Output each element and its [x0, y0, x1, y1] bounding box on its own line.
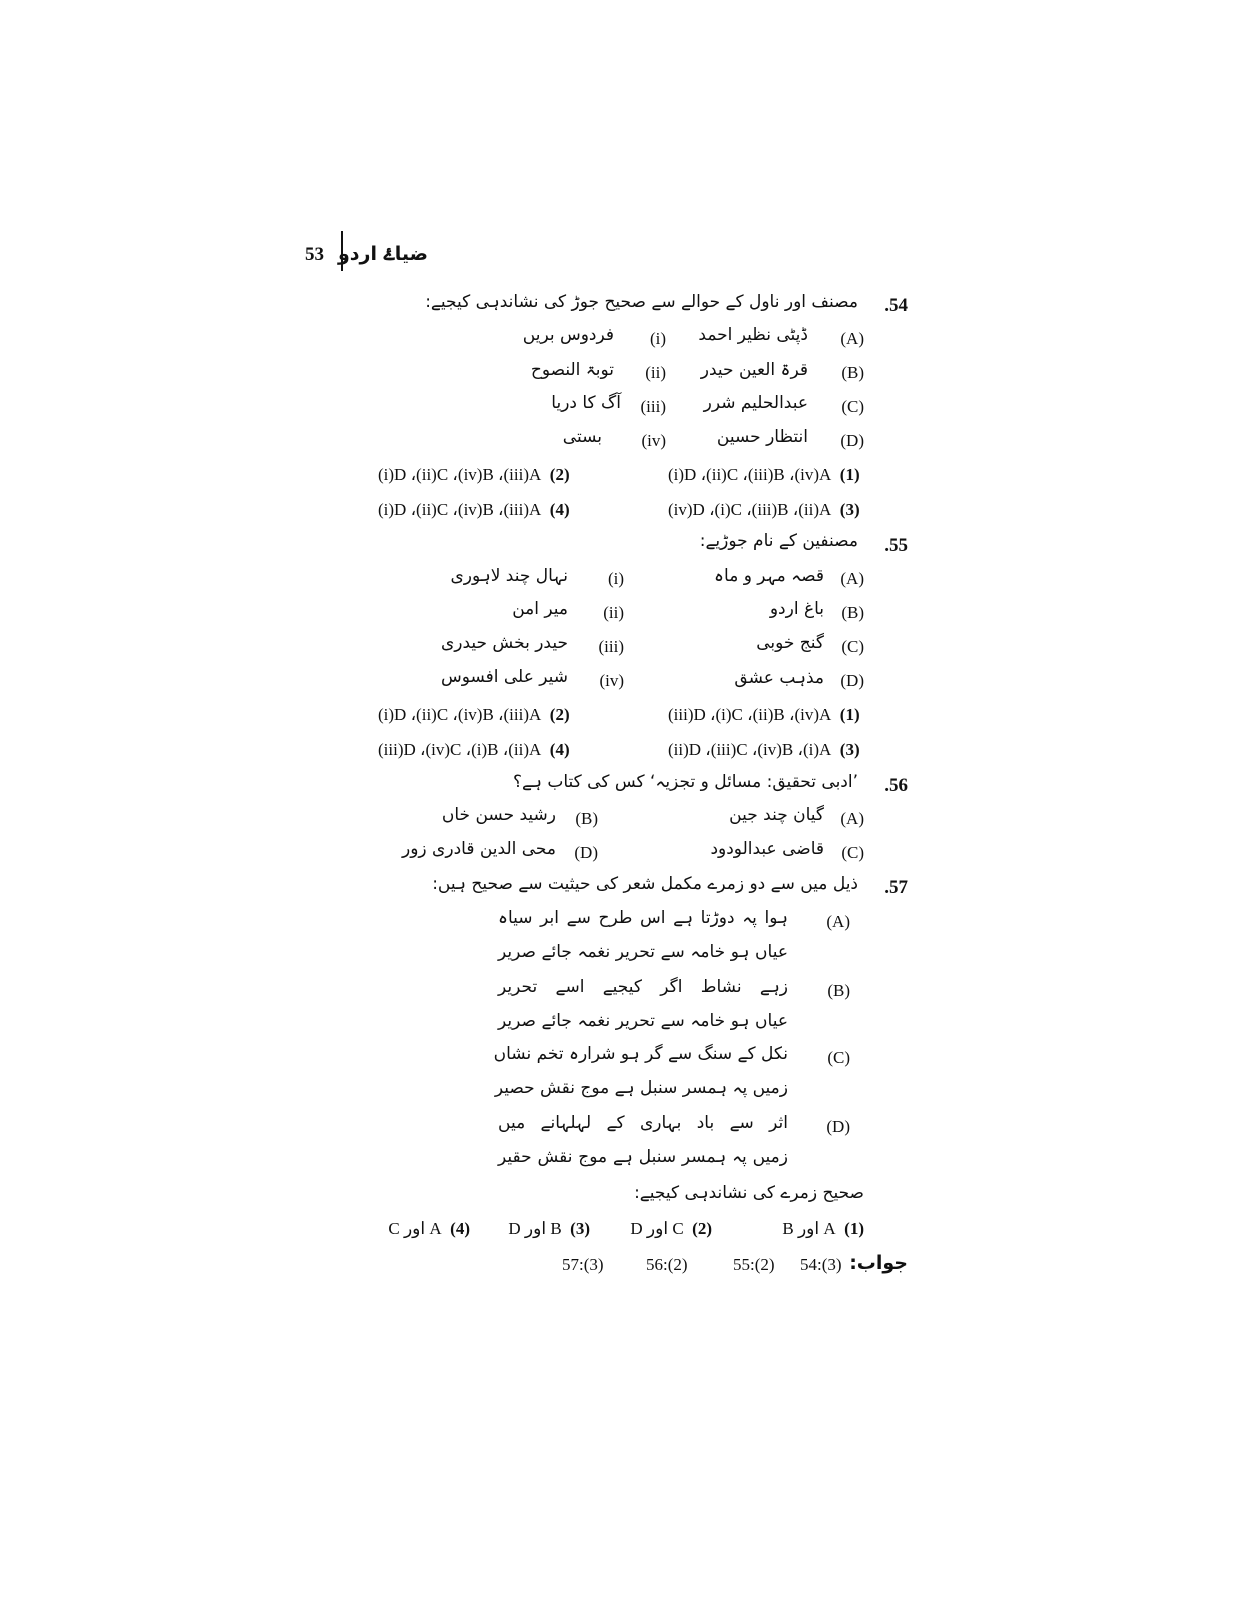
q55-option-3[interactable]: (ii)D ،(iii)C ،(iv)B ،(i)A (3) [668, 740, 860, 759]
q57-option-2[interactable]: (2) C اور D [630, 1219, 712, 1238]
q56-choice-label: (B) [575, 809, 598, 828]
q54-option-4[interactable]: (i)D ،(ii)C ،(iv)B ،(iii)A (4) [378, 500, 570, 519]
q55-left-label: (D) [840, 671, 864, 690]
q57-verse-line: عیاں ہو خامہ سے تحریر نغمہ جائے صریر [498, 942, 788, 962]
q56-choice-a[interactable]: گیان چند جین [729, 805, 824, 825]
q54-left-item: عبدالحلیم شرر [703, 393, 808, 413]
q57-verse-line: زہے نشاط اگر کیجیے اسے تحریر [498, 977, 788, 997]
question-54-text: مصنف اور ناول کے حوالے سے صحیح جوڑ کی نشاندہی کیجیے: [425, 292, 858, 312]
q55-left-label: (A) [840, 569, 864, 588]
q54-right-item: آگ کا دریا [551, 393, 621, 413]
q56-choice-label: (D) [574, 843, 598, 862]
q55-right-item: شیر علی افسوس [440, 667, 568, 687]
q54-right-label: (i) [649, 329, 666, 348]
q56-choice-label: (A) [840, 809, 864, 828]
q55-option-2[interactable]: (i)D ،(ii)C ،(iv)B ،(iii)A (2) [378, 705, 570, 724]
q57-verse-label: (A) [826, 912, 850, 931]
answer-54: 54:(3) [800, 1255, 842, 1274]
q55-right-label: (i) [607, 569, 624, 588]
question-57-text: ذیل میں سے دو زمرے مکمل شعر کی حیثیت سے صحیح ہیں: [432, 874, 858, 894]
answer-57: 57:(3) [562, 1255, 604, 1274]
q54-option-3[interactable]: (iv)D ،(i)C ،(iii)B ،(ii)A (3) [668, 500, 860, 519]
q54-right-label: (iii) [640, 397, 666, 416]
page-number: 53 [305, 244, 324, 265]
question-57-number: .57 [884, 877, 908, 898]
q54-left-item: ڈپٹی نظیر احمد [698, 325, 808, 345]
question-56-text: ’ادبی تحقیق: مسائل و تجزیہ‘ کس کی کتاب ہے؟ [513, 772, 858, 792]
question-54-number: .54 [884, 295, 908, 316]
answers-label: جواب: [849, 1252, 908, 1274]
q54-left-label: (B) [841, 363, 864, 382]
q54-left-item: انتظار حسین [716, 427, 808, 447]
q55-option-4[interactable]: (iii)D ،(iv)C ،(i)B ،(ii)A (4) [378, 740, 570, 759]
question-55-text: مصنفین کے نام جوڑیے: [699, 531, 858, 551]
q57-option-3[interactable]: (3) B اور D [508, 1219, 590, 1238]
q55-right-label: (iv) [599, 671, 624, 690]
q57-verse-line: زمیں پہ ہمسر سنبل ہے موج نقش حصیر [494, 1078, 788, 1098]
question-55-number: .55 [884, 535, 908, 556]
q56-choice-label: (C) [841, 843, 864, 862]
q55-right-label: (iii) [598, 637, 624, 656]
q55-left-label: (C) [841, 637, 864, 656]
q54-right-item: فردوس بریں [522, 325, 614, 345]
q55-right-label: (ii) [603, 603, 624, 622]
question-56-number: .56 [884, 775, 908, 796]
q55-left-label: (B) [841, 603, 864, 622]
book-title: ضیاۓ اردو [337, 243, 428, 265]
q55-option-1[interactable]: (iii)D ،(i)C ،(ii)B ،(iv)A (1) [668, 705, 860, 724]
q54-right-item: بستی [562, 427, 602, 447]
q55-left-item: قصہ مہر و ماہ [714, 566, 824, 586]
q54-left-item: قرۃ العین حیدر [700, 360, 808, 380]
q54-left-label: (D) [840, 431, 864, 450]
q55-right-item: حیدر بخش حیدری [440, 633, 568, 653]
q54-right-label: (ii) [645, 363, 666, 382]
q57-option-1[interactable]: (1) A اور B [782, 1219, 864, 1238]
q56-choice-d[interactable]: محی الدین قادری زور [402, 839, 556, 859]
q55-left-item: مذہب عشق [734, 668, 824, 688]
q55-right-item: میر امن [512, 599, 568, 619]
q54-option-2[interactable]: (i)D ،(ii)C ،(iv)B ،(iii)A (2) [378, 465, 570, 484]
q54-right-label: (iv) [641, 431, 666, 450]
q55-left-item: گنج خوبی [756, 633, 824, 653]
q54-option-1[interactable]: (i)D ،(ii)C ،(iii)B ،(iv)A (1) [668, 465, 860, 484]
q57-verse-line: زمیں پہ ہمسر سنبل ہے موج نقش حقیر [498, 1147, 788, 1167]
q54-left-label: (A) [840, 329, 864, 348]
q57-verse-label: (D) [826, 1117, 850, 1136]
q57-verse-line: عیاں ہو خامہ سے تحریر نغمہ جائے صریر [498, 1011, 788, 1031]
q57-verse-label: (B) [827, 981, 850, 1000]
q54-right-item: توبۃ النصوح [530, 360, 614, 380]
q57-verse-label: (C) [827, 1048, 850, 1067]
q55-right-item: نہال چند لاہوری [450, 566, 568, 586]
q54-left-label: (C) [841, 397, 864, 416]
q55-left-item: باغ اردو [769, 599, 824, 619]
q56-choice-c[interactable]: قاضی عبدالودود [710, 839, 824, 859]
q57-verse-line: نکل کے سنگ سے گر ہو شرارہ تخم نشاں [493, 1044, 788, 1064]
answer-56: 56:(2) [646, 1255, 688, 1274]
q57-verse-line: اثر سے باد بہاری کے لہلہانے میں [498, 1113, 788, 1133]
q57-prompt: صحیح زمرے کی نشاندہی کیجیے: [634, 1183, 864, 1203]
q57-verse-line: ہوا پہ دوڑتا ہے اس طرح سے ابر سیاہ [498, 908, 788, 928]
q57-option-4[interactable]: (4) A اور C [388, 1219, 470, 1238]
q56-choice-b[interactable]: رشید حسن خاں [441, 805, 556, 825]
answer-55: 55:(2) [733, 1255, 775, 1274]
